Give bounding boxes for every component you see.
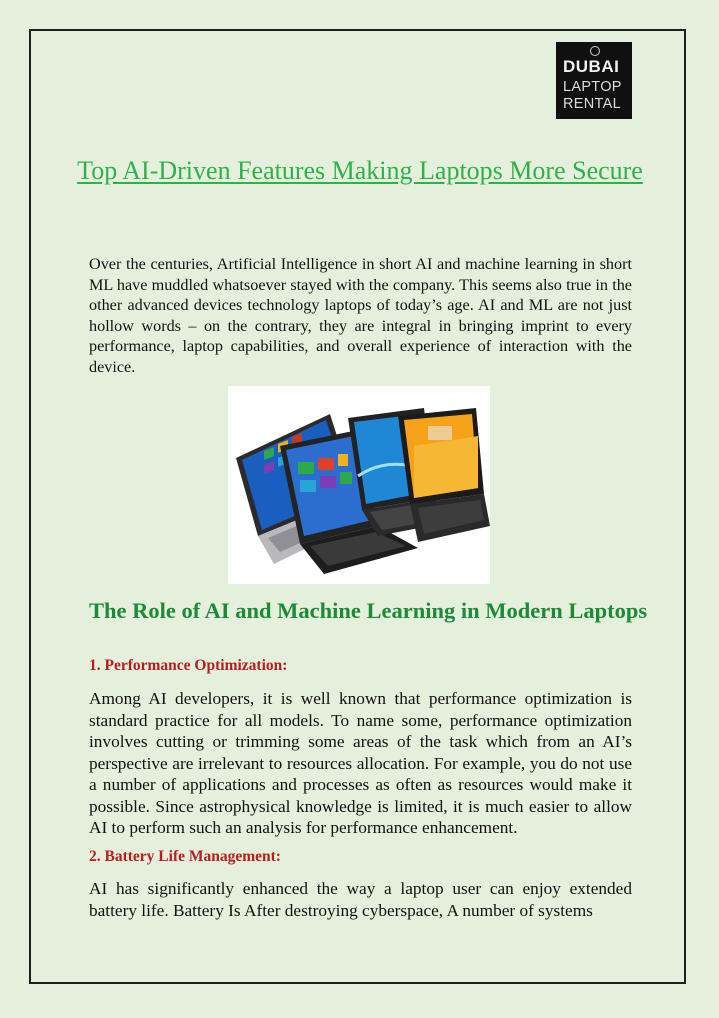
section-heading: The Role of AI and Machine Learning in Modern Laptops bbox=[89, 598, 648, 623]
laptops-photo-icon bbox=[228, 386, 490, 584]
logo-ring-icon bbox=[590, 46, 600, 56]
logo-line-3: RENTAL bbox=[563, 96, 621, 112]
logo-line-2: LAPTOP bbox=[563, 79, 622, 95]
dubai-laptop-rental-logo bbox=[556, 42, 632, 119]
document-title: Top AI-Driven Features Making Laptops More Secure bbox=[77, 156, 643, 185]
subheading-performance: 1. Performance Optimization: bbox=[89, 657, 288, 674]
paragraph-performance: Among AI developers, it is well known that performance optimization is standard practice for all models. To name some, performance optimization involves cutting or trimming some areas of the task which from an AI’s perspective are irrelevant to resources allocation. For example, you do not use a number of applications and processes as often as resources would make it possible. Since astrophysical knowledge is limited, it is much easier to allow AI to perform such an analysis for performance enhancement. bbox=[89, 689, 632, 837]
logo-line-1: DUBAI bbox=[563, 57, 620, 76]
intro-paragraph: Over the centuries, Artificial Intelligence in short AI and machine learning in short ML have muddled whatsoever stayed with the company. This seems also true in the other advanced devices technology laptops of today’s age. AI and ML are not just hollow words – on the contrary, they are integral in bringing imprint to every performance, laptop capabilities, and overall experience of interaction with the device. bbox=[89, 255, 632, 376]
subheading-battery: 2. Battery Life Management: bbox=[89, 848, 281, 865]
paragraph-battery: AI has significantly enhanced the way a laptop user can enjoy extended battery life. Battery Is After destroying cyberspace, A number of systems bbox=[89, 879, 632, 920]
laptops-image bbox=[228, 386, 490, 584]
